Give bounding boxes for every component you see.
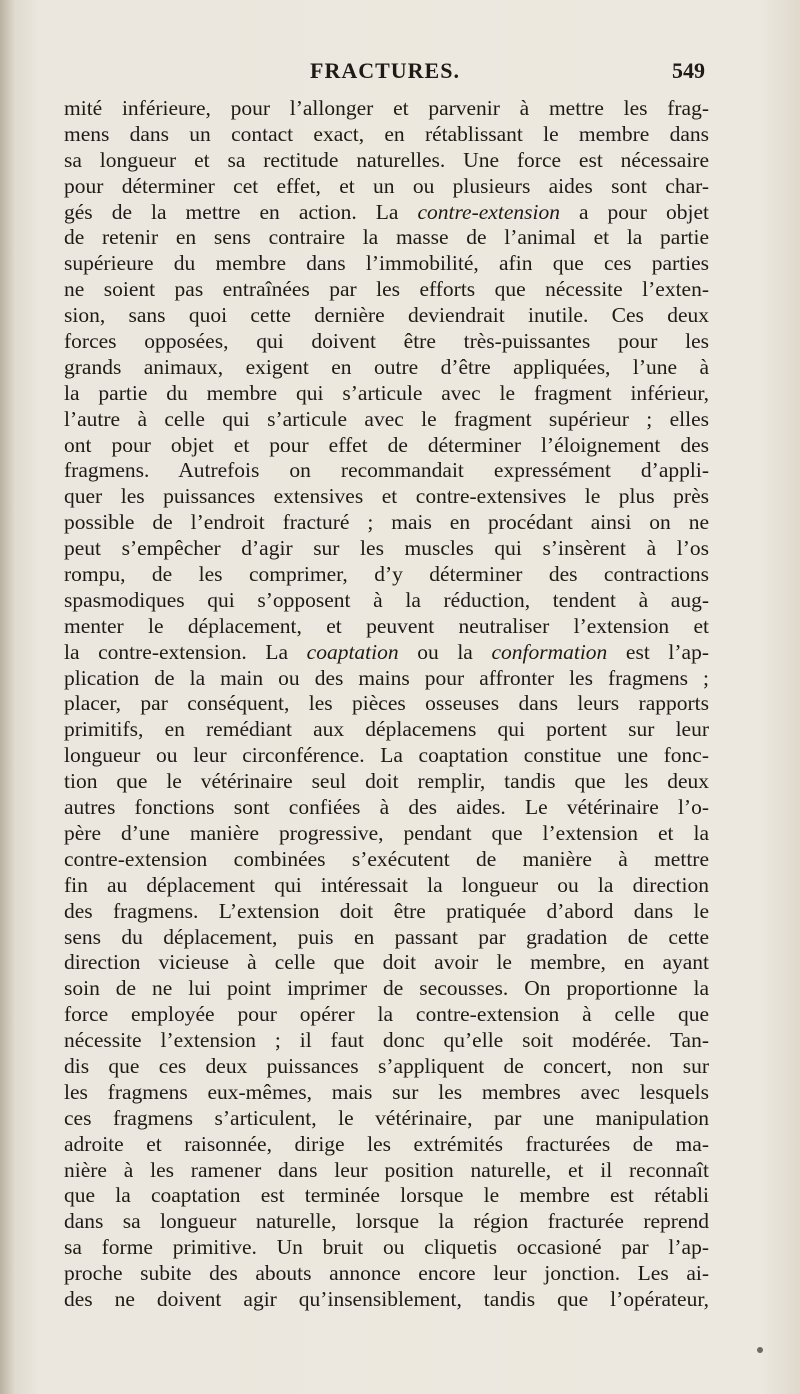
text-line [64,200,709,226]
text-line: ne soient pas entraînées par les efforts que nécessite l’exten- [64,277,709,302]
line-segment: ou la [398,639,492,664]
italic-term-conformation: conformation [491,639,608,664]
text-line: des fragmens. L’extension doit être pratiquée d’abord dans le [64,898,709,923]
text-line: spasmodiques qui s’opposent à la réduction, tendent à aug- [64,587,709,612]
text-line: grands animaux, exigent en outre d’être appliquées, l’une à [64,354,709,379]
text-line: soin de ne lui point imprimer de secousses. On proportionne la [64,976,709,1001]
line-segment: a pour objet [559,199,709,224]
text-line: sa longueur et sa rectitude naturelles. Une force est nécessaire [64,147,709,172]
text-line: nécessite l’extension ; il faut donc qu’elle soit modérée. Tan- [64,1028,709,1053]
text-line: primitifs, en remédiant aux déplacemens qui portent sur leur [64,717,709,742]
text-line: ont pour objet et pour effet de déterminer l’éloignement des [64,432,709,457]
line-segment: gés de la mettre en action. La [64,199,418,224]
text-line: adroite et raisonnée, dirige les extrémités fracturées de ma- [64,1131,709,1156]
text-line: l’autre à celle qui s’articule avec le fragment supérieur ; elles [64,406,709,431]
text-line: longueur ou leur circonférence. La coaptation constitue une fonc- [64,743,709,768]
page-header [60,58,715,88]
text-line: les fragmens eux-mêmes, mais sur les membres avec lesquels [64,1079,709,1104]
text-line: forces opposées, qui doivent être très-puissantes pour les [64,329,709,354]
text-line: supérieure du membre dans l’immobilité, afin que ces parties [64,251,709,276]
text-line: père d’une manière progressive, pendant que l’extension et la [64,820,709,845]
text-line: des ne doivent agir qu’insensiblement, tandis que l’opérateur, [64,1286,709,1311]
line-segment: est l’ap- [607,639,709,664]
text-line: peut s’empêcher d’agir sur les muscles qui s’insèrent à l’os [64,536,709,561]
running-title: FRACTURES. [310,58,460,83]
text-line: ces fragmens s’articulent, le vétérinaire, par une manipulation [64,1105,709,1130]
text-line: placer, par conséquent, les pièces osseuses dans leurs rapports [64,691,709,716]
text-line [64,640,709,666]
text-line: autres fonctions sont confiées à des aides. Le vétérinaire l’o- [64,795,709,820]
text-line: pour déterminer cet effet, et un ou plusieurs aides sont char- [64,173,709,198]
text-line: plication de la main ou des mains pour affronter les fragmens ; [64,665,709,690]
text-line: proche subite des abouts annonce encore leur jonction. Les ai- [64,1261,709,1286]
text-line: dis que ces deux puissances s’appliquent de concert, non sur [64,1053,709,1078]
text-line: force employée pour opérer la contre-extension à celle que [64,1002,709,1027]
paper-speck [757,1347,763,1353]
text-line: contre-extension combinées s’exécutent de manière à mettre [64,846,709,871]
italic-term-contre-extension: contre-extension [417,199,560,224]
italic-term-coaptation: coaptation [306,639,399,664]
text-line: possible de l’endroit fracturé ; mais en procédant ainsi on ne [64,510,709,535]
text-line: mens dans un contact exact, en rétablissant le membre dans [64,121,709,146]
text-line: que la coaptation est terminée lorsque le membre est rétabli [64,1183,709,1208]
text-line: direction vicieuse à celle que doit avoir le membre, en ayant [64,950,709,975]
text-line: quer les puissances extensives et contre-extensives le plus près [64,484,709,509]
text-line: tion que le vétérinaire seul doit remplir, tandis que les deux [64,769,709,794]
body-text [64,96,709,1313]
page-number: 549 [672,58,705,83]
text-line: sion, sans quoi cette dernière deviendrait inutile. Ces deux [64,303,709,328]
text-line: rompu, de les comprimer, d’y déterminer des contractions [64,562,709,587]
text-line: dans sa longueur naturelle, lorsque la région fracturée reprend [64,1209,709,1234]
text-line: sa forme primitive. Un bruit ou cliquetis occasioné par l’ap- [64,1235,709,1260]
text-line: nière à les ramener dans leur position naturelle, et il reconnaît [64,1157,709,1182]
text-line: mité inférieure, pour l’allonger et parvenir à mettre les frag- [64,96,709,120]
text-line: sens du déplacement, puis en passant par gradation de cette [64,924,709,949]
text-line: la partie du membre qui s’articule avec le fragment inférieur, [64,380,709,405]
text-line: fin au déplacement qui intéressait la longueur ou la direction [64,872,709,897]
text-line: de retenir en sens contraire la masse de l’animal et la partie [64,225,709,250]
text-line: fragmens. Autrefois on recommandait expressément d’appli- [64,458,709,483]
page-gutter-shadow [0,0,14,1394]
text-line: menter le déplacement, et peuvent neutraliser l’extension et [64,613,709,638]
line-segment: la contre-extension. La [64,639,307,664]
